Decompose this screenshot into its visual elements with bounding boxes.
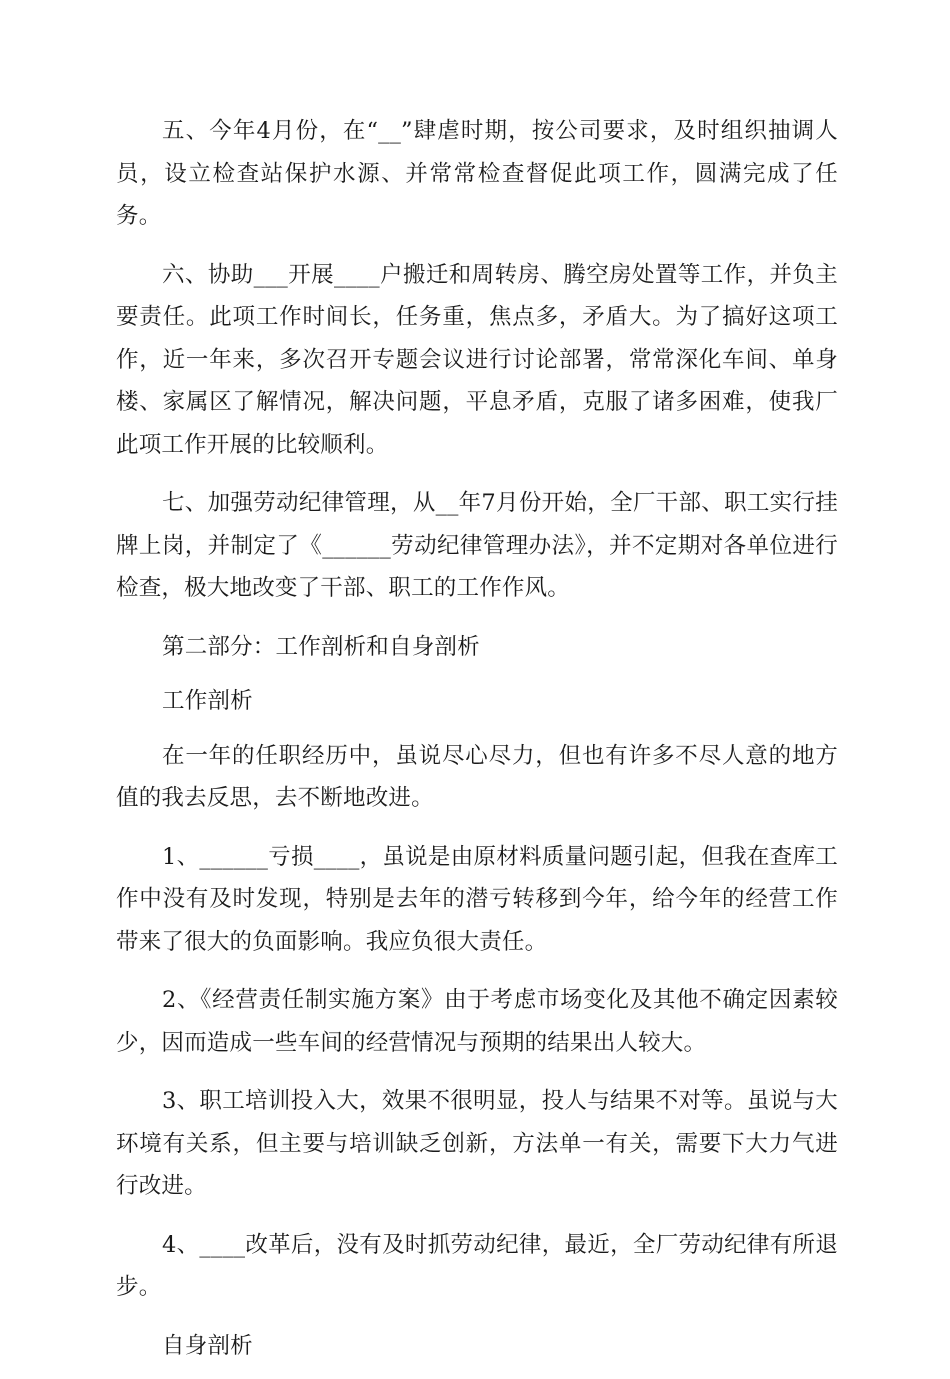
subheading-self-analysis: 自身剖析 (162, 1332, 253, 1359)
paragraph-item-six: 六、协助___开展____户搬迁和周转房、腾空房处置等工作，并负主要责任。此项工作时间长，任务重，焦点多，矛盾大。为了搞好这项工作，近一年来，多次召开专题会议进行讨论部署，常常深化车间、单身楼、家属区了解情况，解决问题，平息矛盾，克服了诸多困难，使我厂此项工作开展的比较顺利。 (116, 261, 838, 458)
paragraph-point-4: 4、____改革后，没有及时抓劳动纪律，最近，全厂劳动纪律有所退步。 (116, 1231, 838, 1300)
section-heading-part-two: 第二部分：工作剖析和自身剖析 (162, 633, 480, 660)
paragraph-point-1: 1、______亏损____，虽说是由原材料质量问题引起，但我在查库工作中没有及时发现，特别是去年的潜亏转移到今年，给今年的经营工作带来了很大的负面影响。我应负很大责任。 (116, 843, 838, 955)
paragraph-point-3: 3、职工培训投入大，效果不很明显，投人与结果不对等。虽说与大环境有关系，但主要与培训缺乏创新，方法单一有关，需要下大力气进行改进。 (116, 1088, 838, 1199)
document-body (116, 110, 838, 1379)
paragraph-point-2: 2、《经营责任制实施方案》由于考虑市场变化及其他不确定因素较少，因而造成一些车间的经营情况与预期的结果出人较大。 (116, 987, 838, 1056)
paragraph-item-seven: 七、加强劳动纪律管理，从__年7月份开始，全厂干部、职工实行挂牌上岗，并制定了《______劳动纪律管理办法》，并不定期对各单位进行检查，极大地改变了干部、职工的工作作风。 (116, 490, 838, 601)
paragraph-item-five: 五、今年4月份，在“__”肆虐时期，按公司要求，及时组织抽调人员，设立检查站保护水源、并常常检查督促此项工作，圆满完成了任务。 (116, 118, 838, 229)
subheading-work-analysis: 工作剖析 (162, 688, 253, 714)
paragraph-intro: 在一年的任职经历中，虽说尽心尽力，但也有许多不尽人意的地方值的我去反思，去不断地改进。 (116, 742, 838, 811)
